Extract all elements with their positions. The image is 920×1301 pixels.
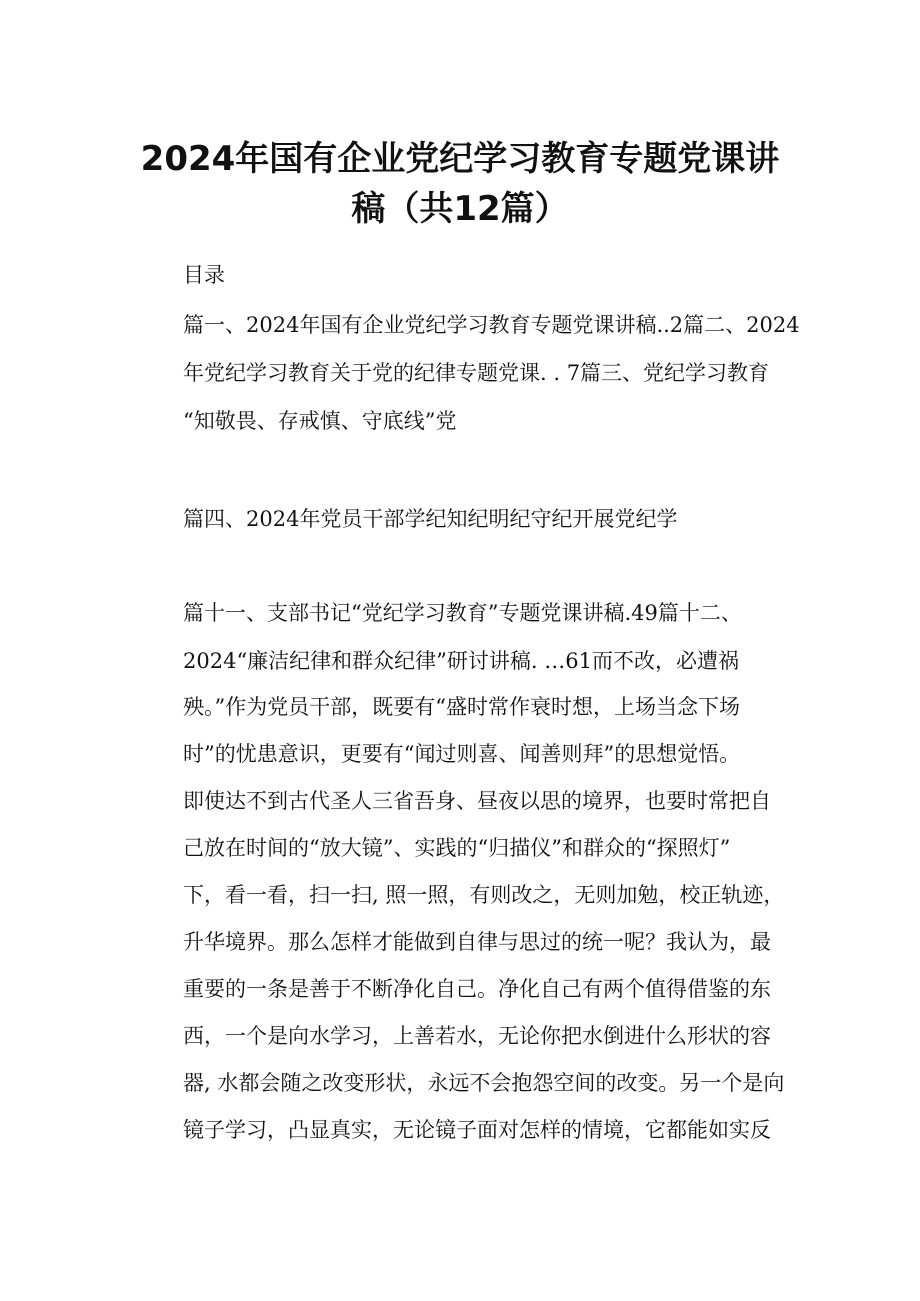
body-line-10: 西，一个是向水学习，上善若水，无论你把水倒进什么形状的容	[183, 1024, 771, 1048]
toc-heading: 目录	[183, 263, 225, 287]
toc-line-4: 篇四、2024年党员干部学纪知纪明纪守纪开展党纪学	[183, 507, 678, 531]
body-line-11: 器, 水都会随之改变形状，永远不会抱怨空间的改变。另一个是向	[183, 1071, 785, 1095]
toc-line-3: “知敬畏、存戒慎、守底线”党	[183, 409, 457, 433]
body-line-9: 重要的一条是善于不断净化自己。净化自己有两个值得借鉴的东	[183, 977, 771, 1001]
body-line-7: 下，看一看，扫一扫, 照一照，有则改之，无则加勉，校正轨迹，	[183, 883, 785, 907]
body-line-1: 篇十一、支部书记“党纪学习教育”专题党课讲稿.49篇十二、	[183, 601, 742, 625]
body-line-5: 即使达不到古代圣人三省吾身、昼夜以思的境界，也要时常把自	[183, 789, 771, 813]
body-line-4: 时”的忧患意识，更要有“闻过则喜、闻善则拜”的思想觉悟。	[183, 742, 741, 766]
document-title-line-2: 稿（共12篇）	[351, 189, 569, 229]
toc-line-1: 篇一、2024年国有企业党纪学习教育专题党课讲稿..2篇二、2024	[183, 313, 800, 337]
body-line-8: 升华境界。那么怎样才能做到自律与思过的统一呢？我认为，最	[183, 930, 771, 954]
body-line-12: 镜子学习，凸显真实，无论镜子面对怎样的情境，它都能如实反	[183, 1118, 771, 1142]
body-line-2: 2024“廉洁纪律和群众纪律”研讨讲稿. …61而不改，必遭祸	[183, 649, 739, 673]
document-title-line-1: 2024年国有企业党纪学习教育专题党课讲	[140, 139, 780, 179]
body-line-3: 殃。”作为党员干部，既要有“盛时常作衰时想，上场当念下场	[183, 695, 740, 719]
body-line-6: 己放在时间的“放大镜”、实践的“归描仪”和群众的“探照灯”	[183, 836, 731, 860]
toc-line-2: 年党纪学习教育关于党的纪律专题党课. . 7篇三、党纪学习教育	[183, 361, 770, 385]
